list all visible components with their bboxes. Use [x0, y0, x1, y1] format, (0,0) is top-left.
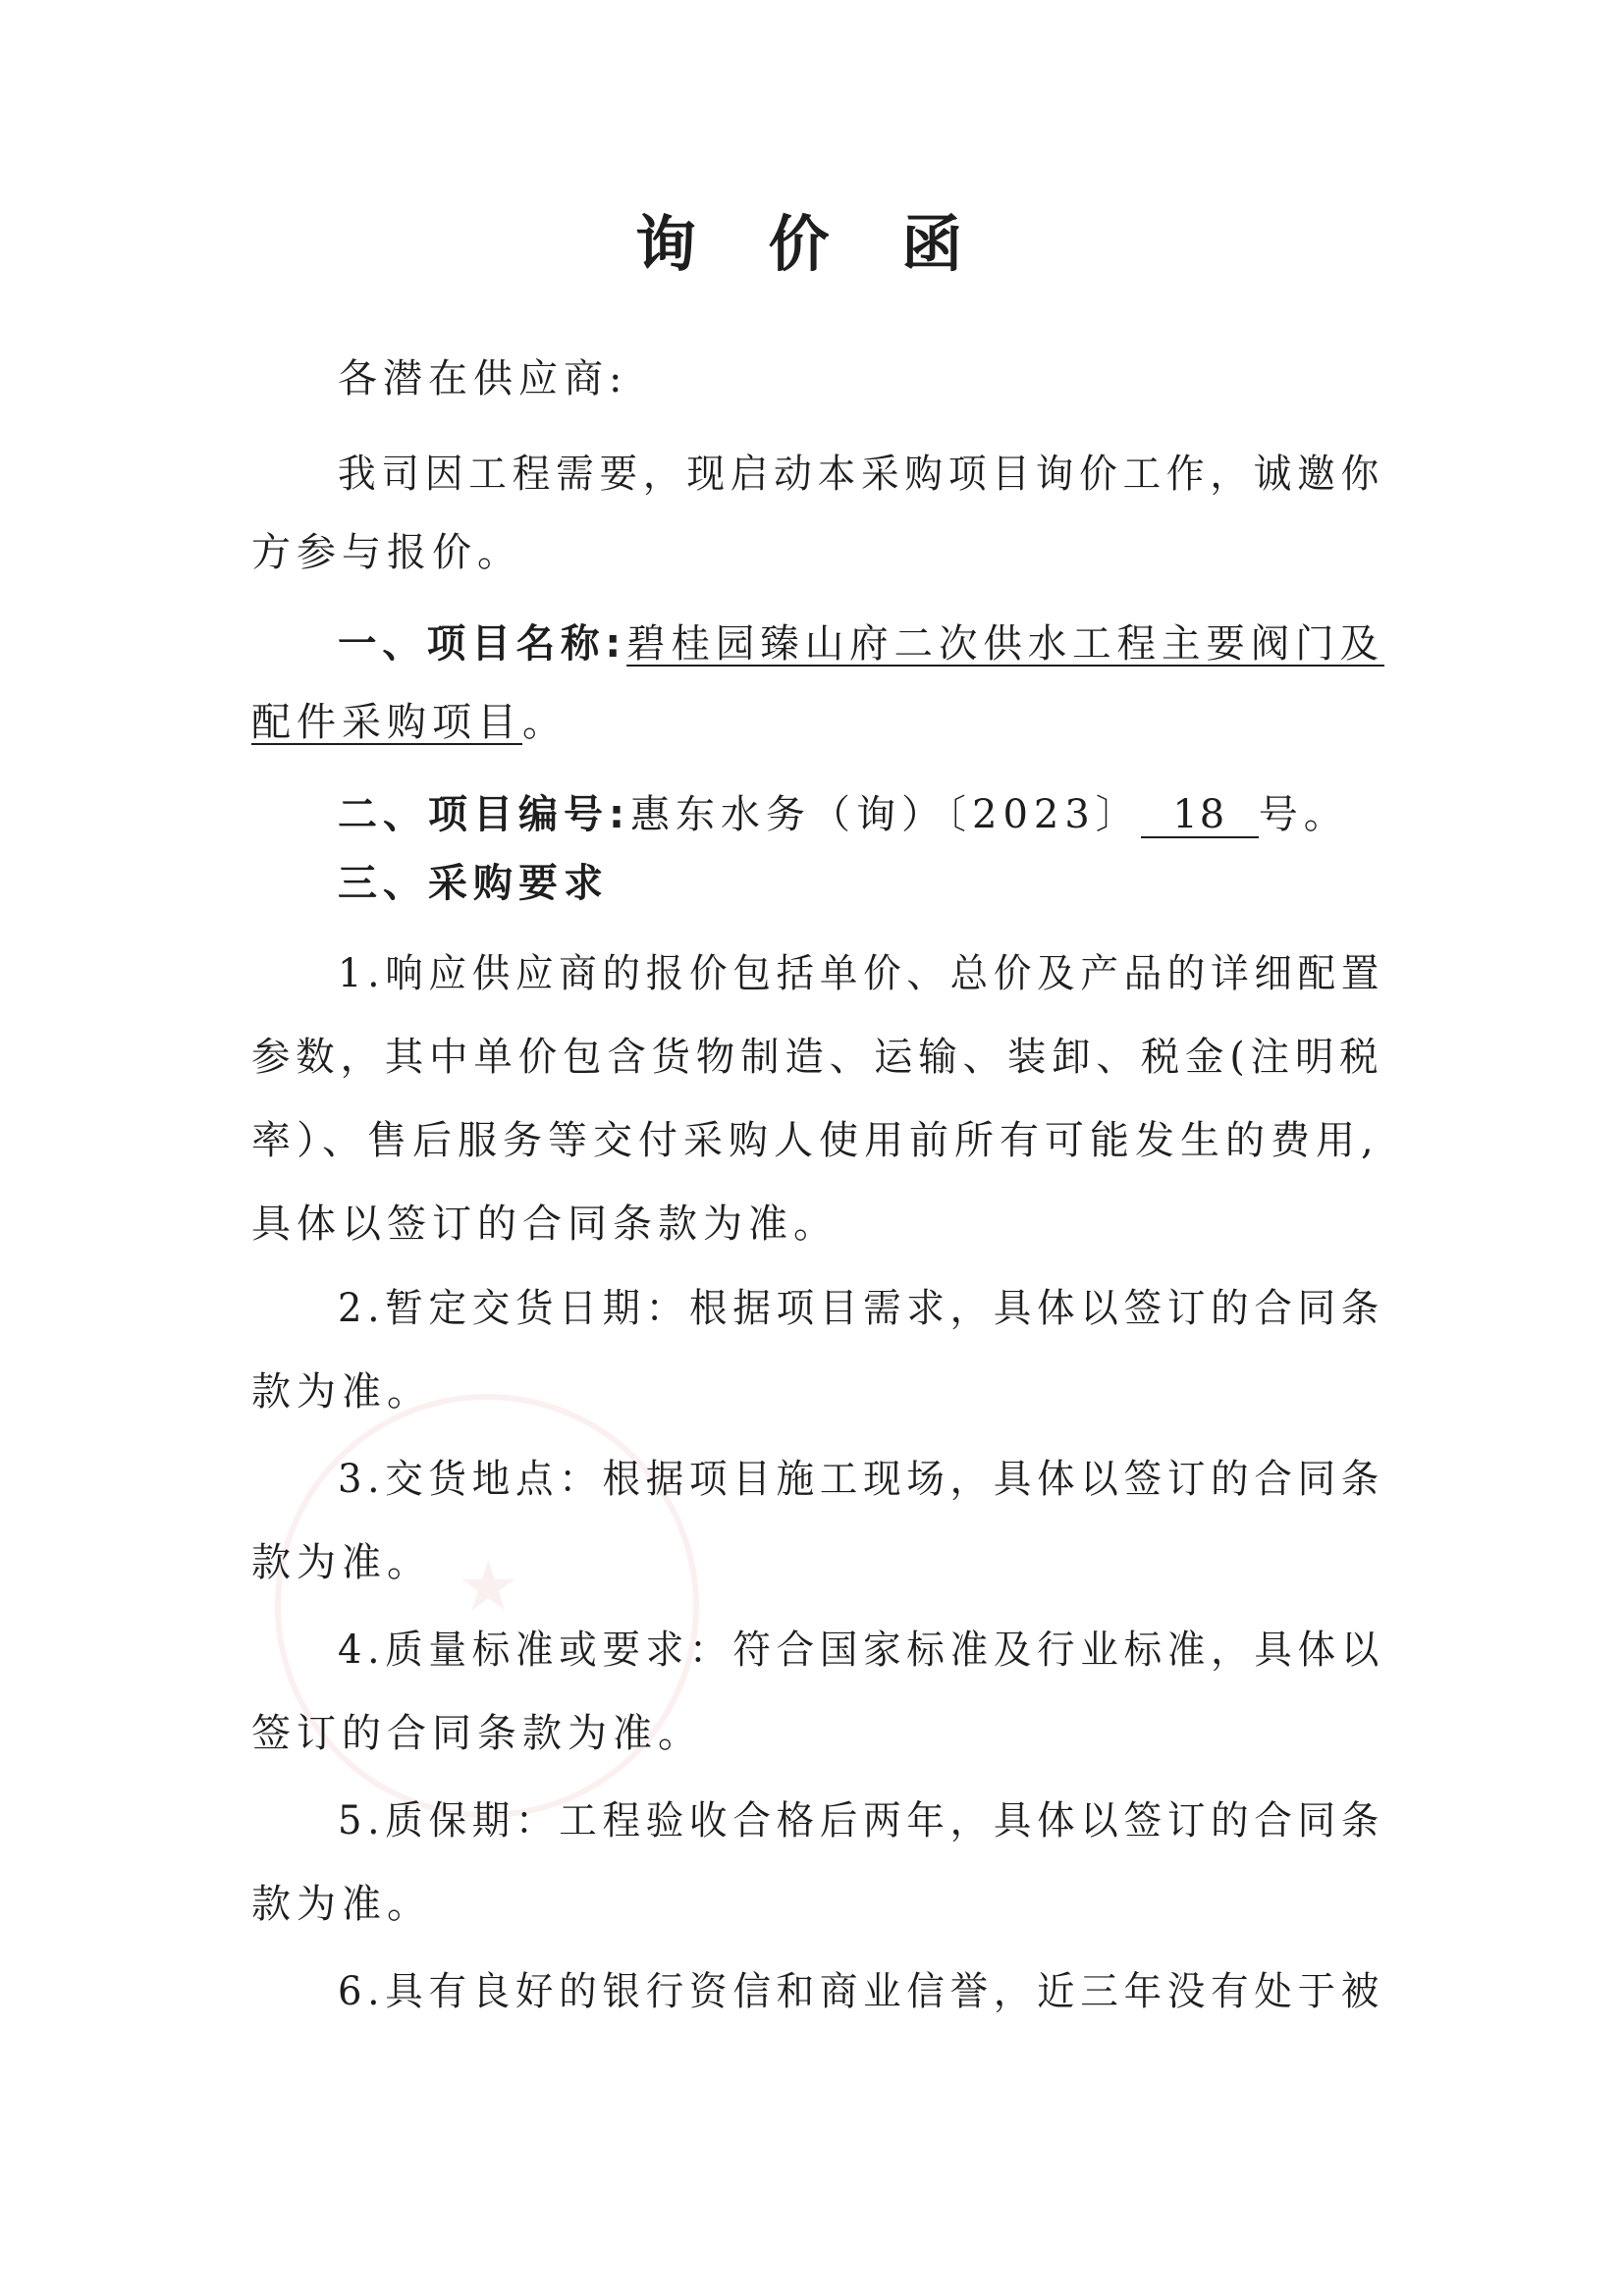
item4-line1: 4.质量标准或要求：符合国家标准及行业标准，具体以: [338, 1628, 1385, 1673]
item1-line2: 参数，其中单价包含货物制造、运输、装卸、税金(注明税: [251, 1035, 1384, 1080]
item1-line4: 具体以签订的合同条款为准。: [251, 1201, 839, 1247]
project-name-suffix: 。: [522, 700, 568, 745]
project-name-line: [338, 621, 1384, 667]
seal-star-icon: ★: [458, 1546, 519, 1627]
item3-line1: 3.交货地点：根据项目施工现场，具体以签订的合同条: [338, 1457, 1385, 1502]
project-number: 18: [1141, 795, 1259, 838]
project-number-suffix: 号。: [1258, 792, 1349, 837]
item5-line2: 款为准。: [251, 1882, 432, 1927]
salutation: 各潜在供应商:: [338, 356, 628, 401]
item2-line2: 款为准。: [251, 1369, 432, 1415]
document-title: 询 价 函: [634, 208, 989, 280]
project-number-prefix: 惠东水务（询）〔2023〕: [630, 792, 1141, 837]
item6-line1: 6.具有良好的银行资信和商业信誉，近三年没有处于被: [338, 1969, 1385, 2014]
project-number-line: [338, 792, 1349, 838]
item2-line1: 2.暂定交货日期：根据项目需求，具体以签订的合同条: [338, 1286, 1385, 1331]
section2-heading: 二、项目编号:: [338, 792, 630, 837]
project-name-part1: 碧桂园臻山府二次供水工程主要阀门及: [626, 621, 1384, 667]
project-name-part2: 配件采购项目: [251, 700, 522, 745]
project-name-line-2: [251, 700, 568, 745]
intro-line-1: 我司因工程需要，现启动本采购项目询价工作，诚邀你: [338, 452, 1385, 497]
item1-line3: 率）、售后服务等交付采购人使用前所有可能发生的费用,: [251, 1118, 1380, 1163]
section3-heading: 三、采购要求: [338, 861, 609, 906]
item3-line2: 款为准。: [251, 1540, 432, 1585]
item4-line2: 签订的合同条款为准。: [251, 1711, 703, 1756]
item5-line1: 5.质保期：工程验收合格后两年，具体以签订的合同条: [338, 1798, 1385, 1843]
item1-line1: 1.响应供应商的报价包括单价、总价及产品的详细配置: [338, 951, 1385, 996]
intro-line-2: 方参与报价。: [251, 530, 522, 575]
section1-heading: 一、项目名称:: [338, 621, 627, 667]
